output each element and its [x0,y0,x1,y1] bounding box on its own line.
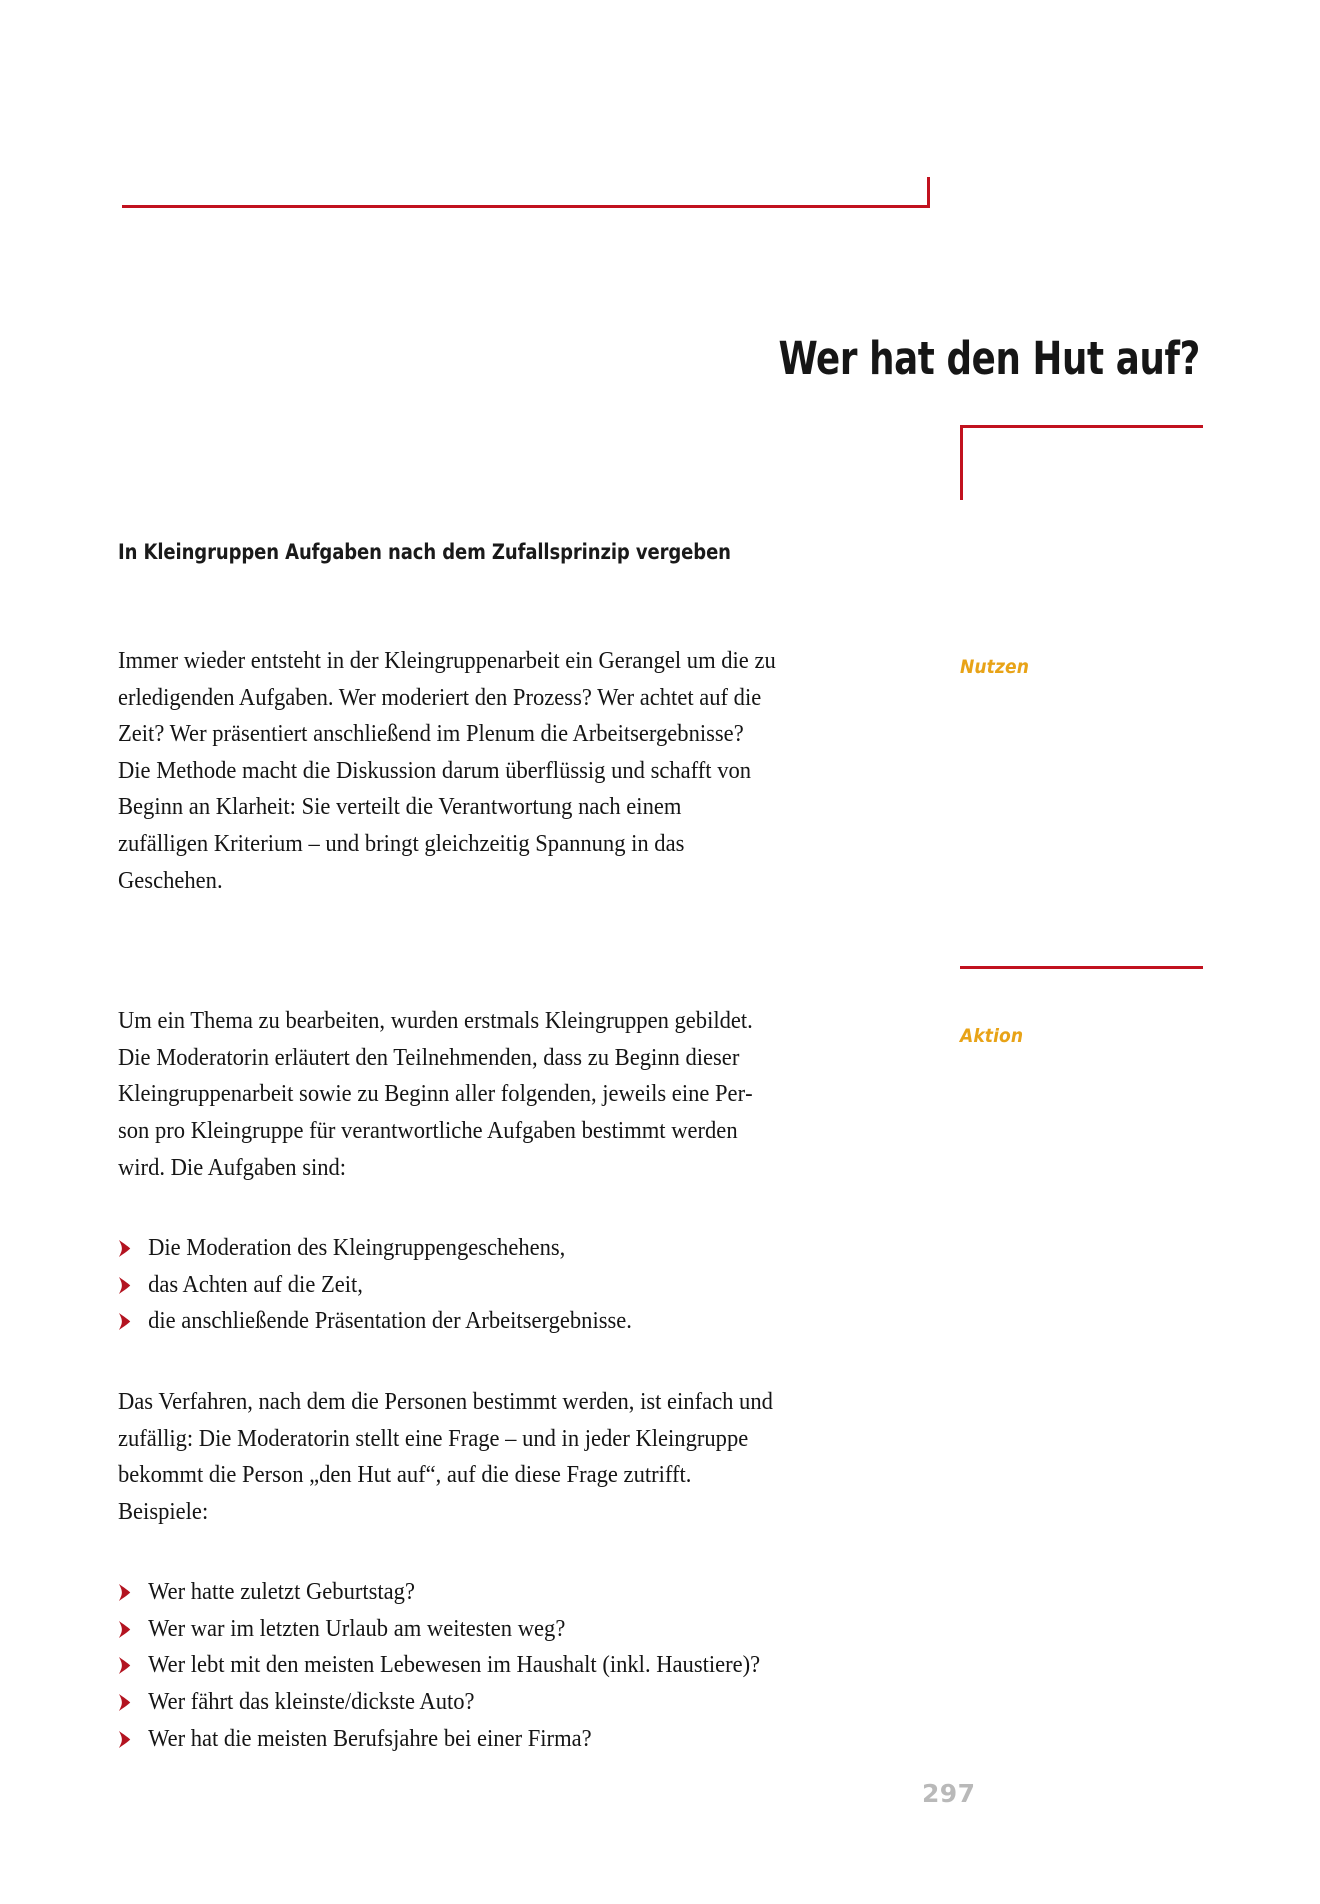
triangle-right-icon [118,1657,131,1674]
header-rule-horizontal [122,205,930,208]
margin-divider-rule [960,966,1203,969]
list-item [118,1684,776,1721]
list-item [118,1230,776,1267]
list-item [118,1721,776,1758]
list-item-label: Wer war im letzten Urlaub am weitesten weg? [148,1615,566,1642]
title-underrule-vertical [960,425,963,500]
page-title: Wer hat den Hut auf? [778,332,1200,386]
triangle-right-icon [118,1621,131,1638]
list-item [118,1647,776,1684]
triangle-right-icon [118,1694,131,1711]
list-item [118,1611,776,1648]
content-column [118,540,778,1757]
list-item-label: Die Moderation des Kleingruppengeschehens, [148,1235,566,1262]
triangle-right-icon [118,1584,131,1601]
list-item-label: Wer hat die meisten Berufsjahre bei einer Firma? [148,1725,592,1752]
list-item [118,1303,776,1340]
list-item-label: die anschließende Präsentation der Arbeitsergebnisse. [148,1308,632,1335]
task-list [118,1230,776,1340]
paragraph-aktion-procedure: Das Verfahren, nach dem die Personen bestimmt werden, ist einfach und zufällig: Die Moderatorin stellt eine Frage – und in jeder Kleingruppe bekommt die Person „den Hut auf“, auf die diese Frage zutrifft. Beispiele: [118,1388,773,1525]
section-subtitle: In Kleingruppen Aufgaben nach dem Zufallsprinzip vergeben [118,540,731,565]
list-item-label: Wer hatte zuletzt Geburtstag? [148,1579,415,1606]
header-rule-tick [927,177,930,208]
list-item-label: das Achten auf die Zeit, [148,1271,363,1298]
example-questions-list [118,1574,776,1757]
spacer [118,1530,778,1574]
list-item-label: Wer fährt das kleinste/dickste Auto? [148,1689,475,1716]
list-item [118,1267,776,1304]
triangle-right-icon [118,1240,131,1257]
page-number: 297 [922,1779,976,1808]
spacer [118,1340,778,1384]
triangle-right-icon [118,1313,131,1330]
margin-label-nutzen: Nutzen [960,656,1029,678]
paragraph-nutzen: Immer wieder entsteht in der Kleingruppenarbeit ein Gerangel um die zu erledigenden Aufgaben. Wer moderiert den Prozess? Wer achtet auf die Zeit? Wer präsentiert anschließend im Plenum die Arbeitsergebnisse? Die Methode macht die Diskussion darum überflüssig und schafft von Beginn an Klarheit: Sie verteilt die Verantwortung nach einem zufälligen Kriterium – und bringt gleichzeitig Spannung in das Geschehen. [118,648,776,894]
margin-label-aktion: Aktion [960,1025,1024,1047]
list-item-label: Wer lebt mit den meisten Lebewesen im Haushalt (inkl. Haustiere)? [148,1652,761,1679]
spacer [118,1186,778,1230]
paragraph-aktion-intro: Um ein Thema zu bearbeiten, wurden erstmals Kleingruppen gebildet. Die Moderatorin erläutert den Teilnehmenden, dass zu Beginn dieser Kleingruppenarbeit sowie zu Beginn aller folgenden, jeweils eine Person pro Kleingruppe für verantwortliche Aufgaben bestimmt werden wird. Die Aufgaben sind: [118,1008,753,1181]
triangle-right-icon [118,1277,131,1294]
triangle-right-icon [118,1731,131,1748]
list-item [118,1574,776,1611]
title-underrule-horizontal [960,425,1203,428]
spacer [118,899,778,1003]
